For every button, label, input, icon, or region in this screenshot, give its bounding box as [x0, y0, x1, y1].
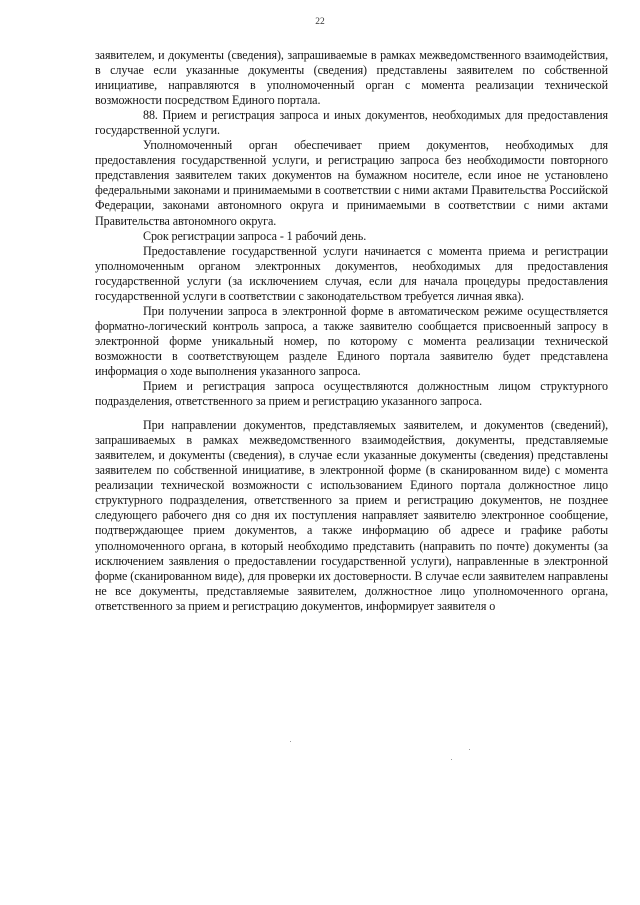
paragraph-responsible-official: Прием и регистрация запроса осуществляются должностным лицом структурного подразделения, ответственного за прием и регистрацию указанного запроса.: [95, 379, 608, 409]
paragraph-registration-term: Срок регистрации запроса - 1 рабочий день.: [143, 228, 367, 243]
document-body: [95, 48, 608, 614]
scan-speck: [451, 759, 452, 760]
scan-speck: [469, 749, 470, 750]
paragraph-service-start: Предоставление государственной услуги начинается с момента приема и регистрации уполномоченным органом электронных документов, необходимых для предоставления государственной услуги (за исключением случая, если для начала процедуры предоставления государственной услуги в соответствии с законодательством требуется личная явка).: [95, 243, 608, 303]
section-heading-88: 88. Прием и регистрация запроса и иных документов, необходимых для предоставления государственной услуги.: [95, 108, 608, 138]
page-number: 22: [315, 17, 325, 27]
paragraph-electronic-request: При получении запроса в электронной форме в автоматическом режиме осуществляется форматно-логический контроль запроса, а также заявителю сообщается присвоенный запросу в электронной форме уникальный номер, по которому с момента реализации технической возможности в соответствующем разделе Единого портала заявителю будет представлена информация о ходе выполнения указанного запроса.: [95, 303, 608, 378]
scan-speck: [290, 741, 291, 742]
paragraph-document-acceptance: Уполномоченный орган обеспечивает прием документов, необходимых для предоставления государственной услуги, и регистрацию запроса без необходимости повторного представления заявителем таких документов на бумажном носителе, если иное не установлено федеральными законами и принимаемыми в соответствии с ними актами Правительства Российской Федерации, законами автономного округа и принимаемыми в соответствии с ними актами Правительства автономного округа.: [95, 138, 608, 228]
paragraph-document-submission: При направлении документов, представляемых заявителем, и документов (сведений), запрашиваемых в рамках межведомственного взаимодействия, документы, представляемые заявителем, и документы (сведения), в случае если указанные документы (сведения) представлены заявителем по собственной инициативе, в электронной форме (в сканированном виде) с момента реализации технической возможности с использованием Единого портала должностное лицо структурного подразделения, ответственного за прием и регистрацию документов, не позднее следующего рабочего дня со дня их поступления направляет заявителю электронное сообщение, подтверждающее прием документов, а также информацию об адресе и графике работы уполномоченного органа, в который необходимо представить (направить по почте) документы (за исключением заявления о предоставлении государственной услуги), направленные в электронной форме (сканированном виде), для проверки их достоверности. В случае если заявителем направлены не все документы, представляемые заявителем, должностное лицо уполномоченного органа, ответственного за прием и регистрацию документов, информирует заявителя о: [95, 418, 608, 613]
paragraph-continuation: заявителем, и документы (сведения), запрашиваемые в рамках межведомственного взаимодействия, в случае если указанные документы (сведения) представлены заявителем по собственной инициативе, направляются в уполномоченный орган с момента реализации технической возможности посредством Единого портала.: [95, 48, 608, 108]
